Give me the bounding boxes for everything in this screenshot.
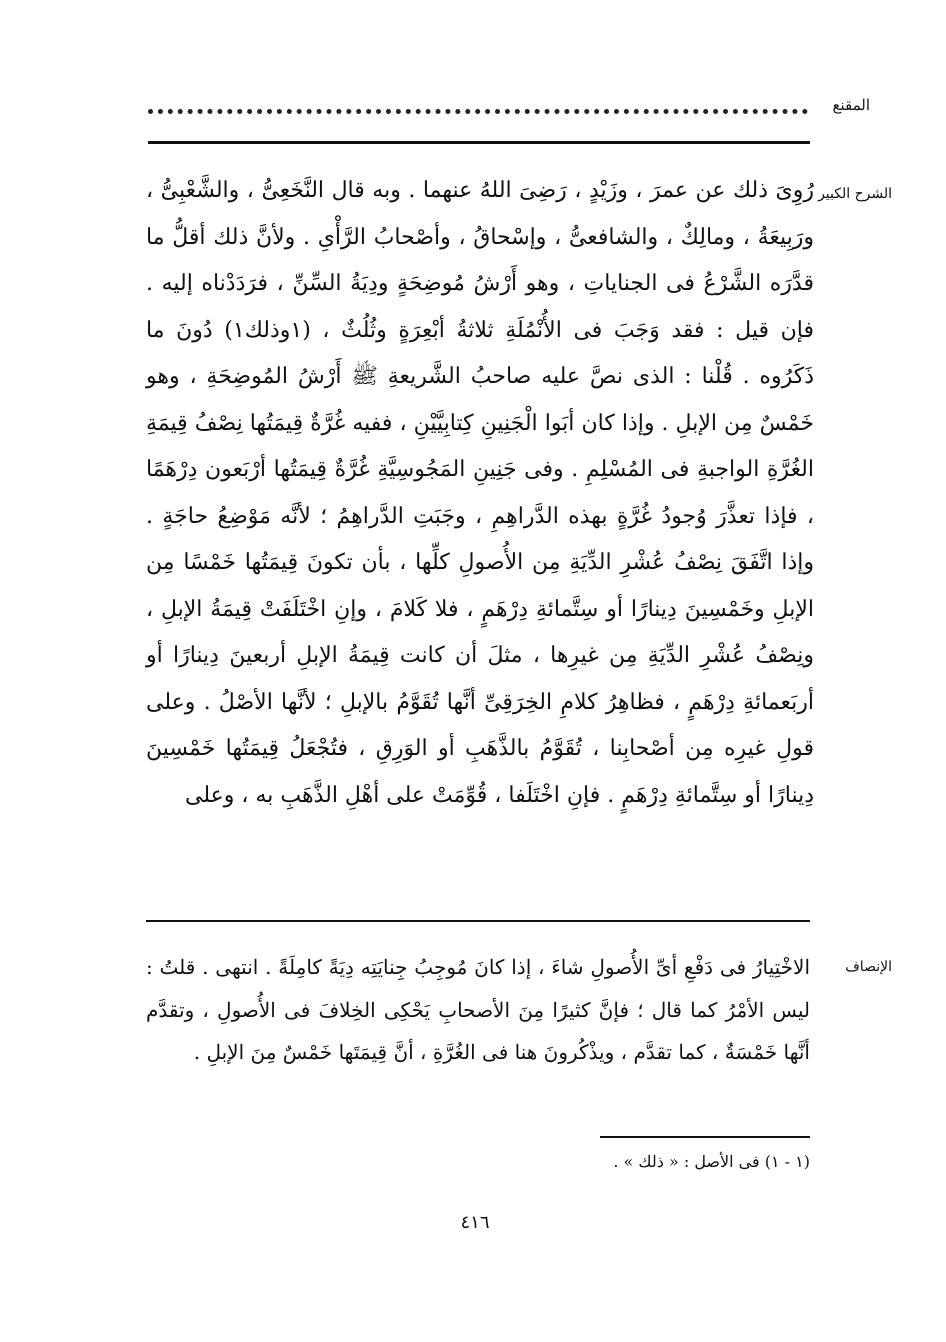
page-number: ٤١٦ xyxy=(460,1212,490,1233)
header-dotted-rule xyxy=(148,100,808,114)
running-head-title: المقنع xyxy=(832,96,870,114)
footnote-rule xyxy=(600,1136,810,1138)
section-divider xyxy=(146,920,810,922)
header-rule xyxy=(148,141,810,144)
side-label-insaf: الإنصاف xyxy=(845,959,892,975)
side-label-sharh: الشرح الكبير xyxy=(818,186,892,202)
main-text-block: رُوِىَ ذلك عن عمرَ ، وزَيْدٍ ، رَضِىَ اللهُ عنهما . وبه قال النَّخَعِىُّ ، والشَّعْبِىُّ ، ورَبِيعَةُ ، ومالِكٌ ، والشافعىُّ ، وإسْحاقُ ، وأصْحابُ الرَّأْىِ . ولأنَّ ذلك أقلُّ ما قدَّرَه الشَّرْعُ فى الجناياتِ ، وهو أَرْشُ مُوضِحَةٍ ودِيَةُ السِّنِّ ، فرَدَدْناه إليه . فإن قيل : فقد وَجَبَ فى الأُنْمُلَةِ ثلاثةُ أبْعِرَةٍ وثُلُثٌ ، (١وذلك١) دُونَ ما ذَكَرُوه . قُلْنا : الذى نصَّ عليه صاحبُ الشَّريعةِ ﷺ أَرْشُ المُوضِحَةِ ، وهو خَمْسٌ مِن الإبلِ . وإذا كان أبَوا الْجَنِينِ كِتابِيَّيْنِ ، ففيه غُرَّةٌ قِيمَتُها نِصْفُ قِيمَةِ الغُرَّةِ الواجبةِ فى المُسْلِمِ . وفى جَنِينِ المَجُوسِيَّةِ غُرَّةٌ قِيمَتُها أرْبَعون دِرْهَمًا ، فإذا تعذَّرَ وُجودُ غُرَّةٍ بهذه الدَّراهِمِ ، وجَبَتِ الدَّراهِمُ ؛ لأنَّه مَوْضِعُ حاجَةٍ . وإذا اتَّفَقَ نِصْفُ عُشْرِ الدِّيَةِ مِن الأُصولِ كلِّها ، بأن تكونَ قِيمَتُها خَمْسًا مِن الإبلِ وخَمْسِينَ دِينارًا أو سِتَّمائةِ دِرْهَمٍ ، فلا كَلامَ ، وإنِ اخْتَلَفَتْ قِيمَةُ الإبلِ ، ونِصْفُ عُشْرِ الدِّيَةِ مِن غيرِها ، مثلَ أن كانت قِيمَةُ الإبلِ أربعينَ دِينارًا أو أربَعمائةِ دِرْهَمٍ ، فظاهِرُ كلامِ الخِرَقِىِّ أنَّها تُقَوَّمُ بالإبلِ ؛ لأنَّها الأصْلُ . وعلى قولِ غيرِه مِن أصْحابِنا ، تُقَوَّمُ بالذَّهَبِ أو الوَرِقِ ، فتُجْعَلُ قِيمَتُها خَمْسِينَ دِينارًا أو سِتَّمائةِ دِرْهَمٍ . فإنِ اخْتَلَفا ، قُوِّمَتْ على أهْلِ الذَّهَبِ به ، وعلى xyxy=(146,178,814,808)
insaf-text-block: الاخْتِيارُ فى دَفْعِ أىِّ الأُصولِ شاءَ ، إذا كانَ مُوجِبُ جِنايَتِه دِيَةً كامِلَةً . انتهى . قلتُ : ليس الأمْرُ كما قال ؛ فإنَّ كثيرًا مِنَ الأصحابِ يَحْكِى الخِلافَ فى الأُصولِ ، وتقدَّم أنَّها خَمْسَةٌ ، كما تقدَّم ، ويذْكُرونَ هنا فى الغُرَّةِ ، أنَّ قِيمَتَها خَمْسٌ مِنَ الإبلِ . xyxy=(146,955,810,1064)
footnote: (١ - ١) فى الأصل : « ذلك » . xyxy=(613,1152,810,1171)
